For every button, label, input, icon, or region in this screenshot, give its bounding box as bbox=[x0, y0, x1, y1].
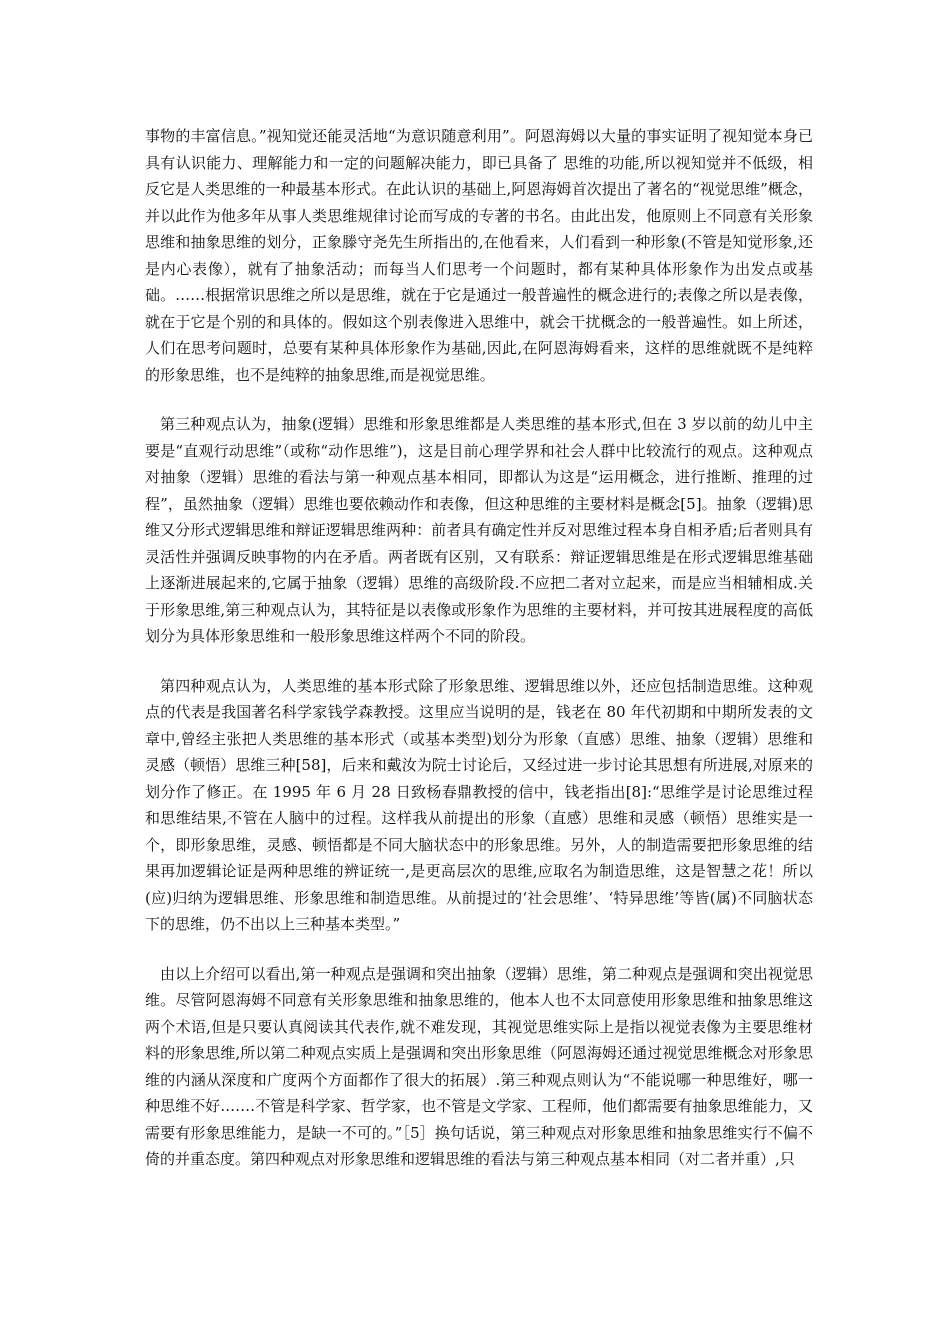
article-body bbox=[145, 123, 813, 1196]
paragraph-2: 第三种观点认为，抽象(逻辑）思维和形象思维都是人类思维的基本形式,但在 3 岁以前的幼儿中主要是“直观行动思维”（或称“动作思维”)，这是目前心理学界和社会人群中比较流行的观点。这种观点对抽象（逻辑）思维的看法与第一种观点基本相同，即都认为这是“运用概念，进行推断、推理的过程”，虽然抽象（逻辑）思维也要依赖动作和表像，但这种思维的主要材料是概念[5]。抽象（逻辑)思维又分形式逻辑思维和辩证逻辑思维两种：前者具有确定性并反对思维过程本身自相矛盾;后者则具有灵活性并强调反映事物的内在矛盾。两者既有区别，又有联系：辩证逻辑思维是在形式逻辑思维基础上逐渐进展起来的,它属于抽象（逻辑）思维的高级阶段.不应把二者对立起来，而是应当相辅相成.关于形象思维,第三种观点认为，其特征是以表像或形象作为思维的主要材料，并可按其进展程度的高低划分为具体形象思维和一般形象思维这样两个不同的阶段。 bbox=[145, 415, 813, 645]
paragraph-1: 事物的丰富信息。”视知觉还能灵活地“为意识随意利用”。阿恩海姆以大量的事实证明了视知觉本身已具有认识能力、理解能力和一定的问题解决能力，即已具备了 思维的功能,所以视知觉并不低级，相反它是人类思维的一种最基本形式。在此认识的基础上,阿恩海姆首次提出了著名的“视觉思维”概念，并以此作为他多年从事人类思维规律讨论而写成的专著的书名。由此出发，他原则上不同意有关形象思维和抽象思维的划分，正象滕守尧先生所指出的,在他看来，人们看到一种形象(不管是知觉形象,还是内心表像），就有了抽象活动；而每当人们思考一个问题时，都有某种具体形象作为出发点或基础。……根据常识思维之所以是思维，就在于它是通过一般普遍性的概念进行的;表像之所以是表像，就在于它是个别的和具体的。假如这个别表像进入思维中，就会干扰概念的一般普遍性。如上所述，人们在思考问题时，总要有某种具体形象作为基础,因此,在阿恩海姆看来，这样的思维就既不是纯粹的形象思维，也不是纯粹的抽象思维,而是视觉思维。 bbox=[145, 127, 813, 384]
paragraph-4: 由以上介绍可以看出,第一种观点是强调和突出抽象（逻辑）思维，第二种观点是强调和突出视觉思维。尽管阿恩海姆不同意有关形象思维和抽象思维的，他本人也不太同意使用形象思维和抽象思维这两个术语,但是只要认真阅读其代表作,就不难发现，其视觉思维实际上是指以视觉表像为主要思维材料的形象思维,所以第二种观点实质上是强调和突出形象思维（阿恩海姆还通过视觉思维概念对形象思维的内涵从深度和广度两个方面都作了很大的拓展）.第三种观点则认为“不能说哪一种思维好，哪一种思维不好.……不管是科学家、哲学家，也不管是文学家、工程师，他们都需要有抽象思维能力，又需要有形象思维能力，是缺一不可的。”［5］换句话说，第三种观点对形象思维和抽象思维实行不偏不倚的并重态度。第四种观点对形象思维和逻辑思维的看法与第三种观点基本相同（对二者并重）,只 bbox=[145, 964, 813, 1168]
paragraph-3: 第四种观点认为，人类思维的基本形式除了形象思维、逻辑思维以外，还应包括制造思维。这种观点的代表是我国著名科学家钱学森教授。这里应当说明的是，钱老在 80 年代初期和中期所发表的文章中,曾经主张把人类思维的基本形式（或基本类型)划分为形象（直感）思维、抽象（逻辑）思维和灵感（顿悟）思维三种[58]，后来和戴汝为院士讨论后，又经过进一步讨论其思想有所进展,对原来的划分作了修正。在 1995 年 6 月 28 日致杨春鼎教授的信中，钱老指出[8]:“思维学是讨论思维过程和思维结果,不管在人脑中的过程。这样我从前提出的形象（直感）思维和灵感（顿悟）思维实是一个，即形象思维，灵感、顿悟都是不同大脑状态中的形象思维。另外，人的制造需要把形象思维的结果再加逻辑论证是两种思维的辨证统一,是更高层次的思维,应取名为制造思维，这是智慧之花！所以(应)归纳为逻辑思维、形象思维和制造思维。从前提过的‘社会思维’、‘特异思维’等皆(属)不同脑状态下的思维，仍不出以上三种基本类型。” bbox=[145, 676, 813, 933]
